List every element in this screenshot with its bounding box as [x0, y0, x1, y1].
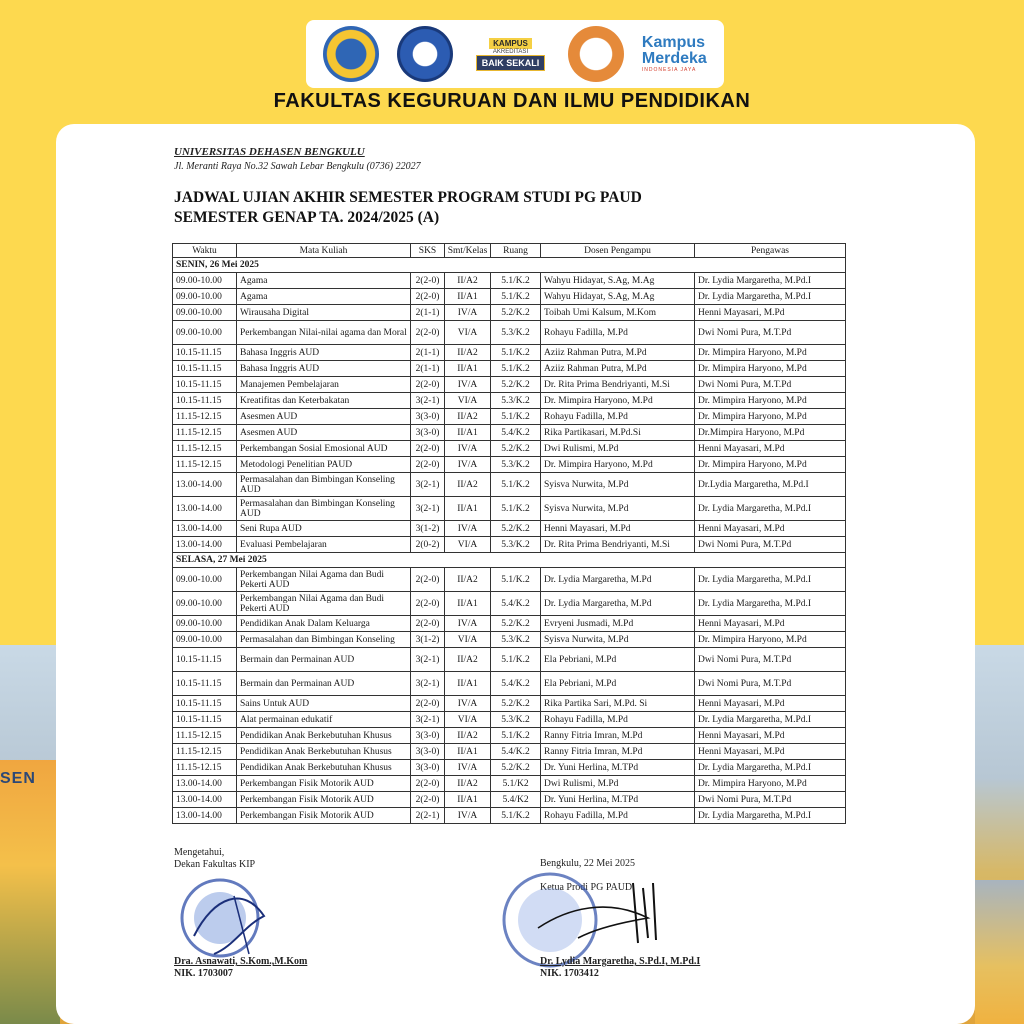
cell-smt: VI/A [445, 321, 491, 345]
cell-dosen: Ela Pebriani, M.Pd [541, 648, 695, 672]
column-header: SKS [411, 244, 445, 258]
faculty-seal-icon [397, 26, 453, 82]
cell-smt: II/A1 [445, 425, 491, 441]
cell-waktu: 10.15-11.15 [173, 393, 237, 409]
column-header: Ruang [491, 244, 541, 258]
cell-smt: II/A2 [445, 409, 491, 425]
cell-dosen: Ranny Fitria Imran, M.Pd [541, 728, 695, 744]
cell-sks: 3(3-0) [411, 760, 445, 776]
cell-smt: II/A2 [445, 776, 491, 792]
cell-smt: II/A2 [445, 273, 491, 289]
head-of-program-stamp-icon [498, 868, 688, 968]
cell-ruang: 5.2/K.2 [491, 760, 541, 776]
dean-name: Dra. Asnawati, S.Kom.,M.Kom [174, 956, 308, 967]
cell-ruang: 5.1/K.2 [491, 568, 541, 592]
cell-dosen: Aziiz Rahman Putra, M.Pd [541, 361, 695, 377]
cell-waktu: 13.00-14.00 [173, 497, 237, 521]
cell-waktu: 11.15-12.15 [173, 744, 237, 760]
cell-smt: II/A1 [445, 592, 491, 616]
cell-dosen: Dr. Yuni Herlina, M.TPd [541, 792, 695, 808]
cell-mk: Alat permainan edukatif [237, 712, 411, 728]
cell-dosen: Dwi Rulismi, M.Pd [541, 776, 695, 792]
cell-waktu: 11.15-12.15 [173, 760, 237, 776]
cell-dosen: Evryeni Jusmadi, M.Pd [541, 616, 695, 632]
cell-ruang: 5.2/K.2 [491, 305, 541, 321]
cell-smt: VI/A [445, 537, 491, 553]
signature-left-name [174, 956, 307, 980]
cell-dosen: Dwi Rulismi, M.Pd [541, 441, 695, 457]
cell-smt: IV/A [445, 305, 491, 321]
cell-smt: II/A1 [445, 497, 491, 521]
day-header-row [173, 553, 846, 568]
cell-dosen: Wahyu Hidayat, S.Ag, M.Ag [541, 289, 695, 305]
cell-pengawas: Dr. Mimpira Haryono, M.Pd [695, 345, 846, 361]
cell-sks: 2(2-0) [411, 377, 445, 393]
table-row [173, 776, 846, 792]
cell-ruang: 5.4/K.2 [491, 425, 541, 441]
cell-pengawas: Dwi Nomi Pura, M.T.Pd [695, 648, 846, 672]
cell-ruang: 5.3/K.2 [491, 537, 541, 553]
cell-pengawas: Dwi Nomi Pura, M.T.Pd [695, 792, 846, 808]
cell-pengawas: Dr. Mimpira Haryono, M.Pd [695, 632, 846, 648]
cell-waktu: 09.00-10.00 [173, 321, 237, 345]
cell-waktu: 09.00-10.00 [173, 289, 237, 305]
cell-sks: 3(2-1) [411, 712, 445, 728]
cell-dosen: Rika Partikasari, M.Pd.Si [541, 425, 695, 441]
cell-mk: Pendidikan Anak Berkebutuhan Khusus [237, 744, 411, 760]
cell-waktu: 10.15-11.15 [173, 712, 237, 728]
cell-sks: 2(2-0) [411, 321, 445, 345]
cell-ruang: 5.1/K.2 [491, 808, 541, 824]
cell-smt: IV/A [445, 808, 491, 824]
table-row [173, 808, 846, 824]
sign-left-line1: Mengetahui, [174, 847, 225, 858]
cell-pengawas: Henni Mayasari, M.Pd [695, 616, 846, 632]
cell-pengawas: Dr. Lydia Margaretha, M.Pd.I [695, 289, 846, 305]
cell-mk: Asesmen AUD [237, 409, 411, 425]
cell-sks: 3(2-1) [411, 497, 445, 521]
day-label: SELASA, 27 Mei 2025 [173, 553, 846, 568]
cell-pengawas: Dr.Lydia Margaretha, M.Pd.I [695, 473, 846, 497]
table-row [173, 457, 846, 473]
table-row [173, 744, 846, 760]
cell-waktu: 10.15-11.15 [173, 345, 237, 361]
cell-sks: 3(3-0) [411, 728, 445, 744]
cell-dosen: Ranny Fitria Imran, M.Pd [541, 744, 695, 760]
cell-ruang: 5.2/K.2 [491, 696, 541, 712]
table-row [173, 648, 846, 672]
cell-waktu: 11.15-12.15 [173, 728, 237, 744]
cell-sks: 3(3-0) [411, 409, 445, 425]
cell-smt: IV/A [445, 521, 491, 537]
cell-mk: Permasalahan dan Bimbingan Konseling AUD [237, 497, 411, 521]
cell-sks: 2(2-0) [411, 441, 445, 457]
cell-dosen: Rika Partika Sari, M.Pd. Si [541, 696, 695, 712]
cell-waktu: 11.15-12.15 [173, 441, 237, 457]
cell-waktu: 09.00-10.00 [173, 632, 237, 648]
cell-smt: II/A2 [445, 648, 491, 672]
cell-waktu: 13.00-14.00 [173, 792, 237, 808]
column-header: Dosen Pengampu [541, 244, 695, 258]
cell-dosen: Aziiz Rahman Putra, M.Pd [541, 345, 695, 361]
cell-pengawas: Dr. Lydia Margaretha, M.Pd.I [695, 808, 846, 824]
university-name: UNIVERSITAS DEHASEN BENGKULU [174, 146, 365, 158]
cell-ruang: 5.1/K.2 [491, 273, 541, 289]
cell-dosen: Henni Mayasari, M.Pd [541, 521, 695, 537]
cell-ruang: 5.4/K.2 [491, 744, 541, 760]
cell-sks: 3(2-1) [411, 393, 445, 409]
cell-pengawas: Dr. Mimpira Haryono, M.Pd [695, 409, 846, 425]
cell-pengawas: Dr. Mimpira Haryono, M.Pd [695, 776, 846, 792]
signature-left-heading [174, 847, 255, 871]
column-header: Mata Kuliah [237, 244, 411, 258]
cell-smt: IV/A [445, 457, 491, 473]
cell-waktu: 09.00-10.00 [173, 616, 237, 632]
cell-smt: II/A2 [445, 345, 491, 361]
cell-sks: 3(1-2) [411, 521, 445, 537]
cell-pengawas: Dwi Nomi Pura, M.T.Pd [695, 377, 846, 393]
cell-mk: Permasalahan dan Bimbingan Konseling AUD [237, 473, 411, 497]
cell-sks: 2(2-0) [411, 792, 445, 808]
cell-dosen: Dr. Lydia Margaretha, M.Pd [541, 568, 695, 592]
cell-mk: Perkembangan Fisik Motorik AUD [237, 808, 411, 824]
column-header: Pengawas [695, 244, 846, 258]
cell-dosen: Rohayu Fadilla, M.Pd [541, 409, 695, 425]
cell-ruang: 5.3/K.2 [491, 321, 541, 345]
cell-pengawas: Dr. Mimpira Haryono, M.Pd [695, 361, 846, 377]
cell-pengawas: Henni Mayasari, M.Pd [695, 521, 846, 537]
sign-left-line2: Dekan Fakultas KIP [174, 859, 256, 870]
cell-waktu: 13.00-14.00 [173, 537, 237, 553]
table-row [173, 696, 846, 712]
campus-building-right [975, 880, 1024, 1024]
cell-sks: 3(2-1) [411, 473, 445, 497]
cell-mk: Bahasa Inggris AUD [237, 361, 411, 377]
sign-right-date: Bengkulu, 22 Mei 2025 [540, 858, 635, 869]
cell-dosen: Dr. Yuni Herlina, M.TPd [541, 760, 695, 776]
cell-mk: Pendidikan Anak Berkebutuhan Khusus [237, 728, 411, 744]
table-row [173, 537, 846, 553]
accreditation-badge-icon [472, 30, 550, 78]
cell-waktu: 09.00-10.00 [173, 592, 237, 616]
cell-sks: 2(2-0) [411, 289, 445, 305]
accreditation-mid-text: AKREDITASI [492, 48, 529, 55]
table-row [173, 568, 846, 592]
cell-ruang: 5.3/K.2 [491, 632, 541, 648]
table-row [173, 672, 846, 696]
cell-pengawas: Dwi Nomi Pura, M.T.Pd [695, 537, 846, 553]
cell-pengawas: Henni Mayasari, M.Pd [695, 305, 846, 321]
cell-mk: Perkembangan Nilai Agama dan Budi Pekerti AUD [237, 568, 411, 592]
cell-mk: Bahasa Inggris AUD [237, 345, 411, 361]
cell-waktu: 09.00-10.00 [173, 568, 237, 592]
cell-ruang: 5.1/K.2 [491, 345, 541, 361]
cell-sks: 2(1-1) [411, 361, 445, 377]
day-label: SENIN, 26 Mei 2025 [173, 258, 846, 273]
cell-dosen: Dr. Rita Prima Bendriyanti, M.Si [541, 377, 695, 393]
cell-mk: Pendidikan Anak Dalam Keluarga [237, 616, 411, 632]
table-row [173, 361, 846, 377]
table-row [173, 760, 846, 776]
signature-right-name [540, 956, 700, 980]
cell-ruang: 5.2/K.2 [491, 377, 541, 393]
cell-pengawas: Henni Mayasari, M.Pd [695, 744, 846, 760]
cell-mk: Sains Untuk AUD [237, 696, 411, 712]
cell-pengawas: Dwi Nomi Pura, M.T.Pd [695, 672, 846, 696]
cell-dosen: Syisva Nurwita, M.Pd [541, 473, 695, 497]
cell-pengawas: Dr. Lydia Margaretha, M.Pd.I [695, 592, 846, 616]
cell-mk: Evaluasi Pembelajaran [237, 537, 411, 553]
cell-waktu: 11.15-12.15 [173, 425, 237, 441]
kampus-merdeka-line2: Merdeka [641, 50, 707, 67]
table-row [173, 273, 846, 289]
table-row [173, 521, 846, 537]
sign-right-role: Ketua Prodi PG PAUD [540, 882, 633, 893]
cell-smt: II/A2 [445, 728, 491, 744]
cell-sks: 3(1-2) [411, 632, 445, 648]
cell-waktu: 09.00-10.00 [173, 305, 237, 321]
accreditation-top-text: KAMPUS [489, 38, 532, 49]
cell-sks: 2(2-0) [411, 616, 445, 632]
cell-pengawas: Dr. Lydia Margaretha, M.Pd.I [695, 273, 846, 289]
table-row [173, 409, 846, 425]
document-title [174, 188, 642, 228]
cell-dosen: Dr. Mimpira Haryono, M.Pd [541, 457, 695, 473]
cell-smt: IV/A [445, 616, 491, 632]
document-card [56, 124, 975, 1024]
kampus-merdeka-logo [642, 35, 707, 73]
cell-dosen: Wahyu Hidayat, S.Ag, M.Ag [541, 273, 695, 289]
cell-ruang: 5.1/K.2 [491, 497, 541, 521]
cell-waktu: 13.00-14.00 [173, 521, 237, 537]
cell-sks: 2(2-1) [411, 808, 445, 824]
campus-sign-text: SEN [0, 770, 36, 787]
cell-mk: Permasalahan dan Bimbingan Konseling [237, 632, 411, 648]
cell-dosen: Dr. Rita Prima Bendriyanti, M.Si [541, 537, 695, 553]
faculty-title: FAKULTAS KEGURUAN DAN ILMU PENDIDIKAN [273, 90, 751, 112]
cell-pengawas: Dr.Mimpira Haryono, M.Pd [695, 425, 846, 441]
cell-ruang: 5.1/K.2 [491, 289, 541, 305]
table-row [173, 473, 846, 497]
cell-pengawas: Dr. Lydia Margaretha, M.Pd.I [695, 712, 846, 728]
cell-mk: Perkembangan Nilai Agama dan Budi Pekerti AUD [237, 592, 411, 616]
university-seal-icon [323, 26, 379, 82]
cell-smt: II/A1 [445, 744, 491, 760]
cell-pengawas: Dr. Mimpira Haryono, M.Pd [695, 457, 846, 473]
day-header-row [173, 258, 846, 273]
dean-nik: NIK. 1703007 [174, 968, 233, 979]
cell-dosen: Rohayu Fadilla, M.Pd [541, 321, 695, 345]
cell-sks: 2(2-0) [411, 776, 445, 792]
table-row [173, 425, 846, 441]
cell-smt: II/A2 [445, 568, 491, 592]
table-row [173, 321, 846, 345]
cell-ruang: 5.1/K.2 [491, 648, 541, 672]
cell-waktu: 10.15-11.15 [173, 648, 237, 672]
cell-sks: 2(2-0) [411, 592, 445, 616]
cell-smt: IV/A [445, 696, 491, 712]
kampus-merdeka-line1: Kampus [641, 34, 706, 51]
cell-smt: VI/A [445, 393, 491, 409]
exam-schedule-table [172, 243, 846, 824]
cell-mk: Perkembangan Fisik Motorik AUD [237, 776, 411, 792]
table-row [173, 497, 846, 521]
cell-mk: Metodologi Penelitian PAUD [237, 457, 411, 473]
cell-ruang: 5.2/K.2 [491, 441, 541, 457]
cell-ruang: 5.1/K.2 [491, 361, 541, 377]
campus-building-left [0, 760, 60, 1024]
cell-waktu: 10.15-11.15 [173, 696, 237, 712]
cell-ruang: 5.1/K2 [491, 776, 541, 792]
cell-mk: Pendidikan Anak Berkebutuhan Khusus [237, 760, 411, 776]
cell-smt: II/A1 [445, 792, 491, 808]
cell-dosen: Rohayu Fadilla, M.Pd [541, 808, 695, 824]
cell-ruang: 5.3/K.2 [491, 457, 541, 473]
cell-waktu: 10.15-11.15 [173, 672, 237, 696]
cell-ruang: 5.3/K.2 [491, 712, 541, 728]
cell-sks: 2(1-1) [411, 345, 445, 361]
accreditation-bottom-text: BAIK SEKALI [476, 55, 546, 71]
cell-pengawas: Henni Mayasari, M.Pd [695, 696, 846, 712]
cell-mk: Perkembangan Fisik Motorik AUD [237, 792, 411, 808]
cell-smt: IV/A [445, 377, 491, 393]
university-address: Jl. Meranti Raya No.32 Sawah Lebar Bengkulu (0736) 22027 [174, 161, 421, 172]
cell-pengawas: Dr. Lydia Margaretha, M.Pd.I [695, 568, 846, 592]
table-row [173, 377, 846, 393]
cell-ruang: 5.3/K.2 [491, 393, 541, 409]
cell-mk: Bermain dan Permainan AUD [237, 648, 411, 672]
head-nik: NIK. 1703412 [540, 968, 599, 979]
table-header-row [173, 244, 846, 258]
table-row [173, 712, 846, 728]
cell-sks: 3(2-1) [411, 648, 445, 672]
table-row [173, 345, 846, 361]
cell-mk: Bermain dan Permainan AUD [237, 672, 411, 696]
table-row [173, 728, 846, 744]
cell-mk: Perkembangan Nilai-nilai agama dan Moral [237, 321, 411, 345]
cell-waktu: 09.00-10.00 [173, 273, 237, 289]
cell-smt: II/A1 [445, 672, 491, 696]
table-row [173, 305, 846, 321]
cell-sks: 2(2-0) [411, 273, 445, 289]
table-row [173, 632, 846, 648]
cell-pengawas: Henni Mayasari, M.Pd [695, 441, 846, 457]
cell-waktu: 13.00-14.00 [173, 808, 237, 824]
cell-sks: 2(1-1) [411, 305, 445, 321]
column-header: Waktu [173, 244, 237, 258]
cell-sks: 2(2-0) [411, 696, 445, 712]
cell-ruang: 5.2/K.2 [491, 616, 541, 632]
cell-ruang: 5.4/K.2 [491, 592, 541, 616]
cell-pengawas: Dr. Mimpira Haryono, M.Pd [695, 393, 846, 409]
cell-smt: II/A1 [445, 289, 491, 305]
cell-ruang: 5.1/K.2 [491, 409, 541, 425]
table-row [173, 616, 846, 632]
table-row [173, 441, 846, 457]
cell-pengawas: Dwi Nomi Pura, M.T.Pd [695, 321, 846, 345]
cell-dosen: Syisva Nurwita, M.Pd [541, 497, 695, 521]
cell-ruang: 5.4/K.2 [491, 672, 541, 696]
kampus-merdeka-line3: INDONESIA JAYA [641, 67, 697, 73]
cell-smt: VI/A [445, 712, 491, 728]
table-row [173, 393, 846, 409]
cell-mk: Wirausaha Digital [237, 305, 411, 321]
cell-mk: Manajemen Pembelajaran [237, 377, 411, 393]
cell-ruang: 5.1/K.2 [491, 473, 541, 497]
cell-ruang: 5.4/K2 [491, 792, 541, 808]
cell-ruang: 5.2/K.2 [491, 521, 541, 537]
table-row [173, 289, 846, 305]
title-line-2: SEMESTER GENAP TA. 2024/2025 (A) [174, 209, 440, 226]
schedule-body [173, 258, 846, 824]
cell-mk: Kreatifitas dan Keterbakatan [237, 393, 411, 409]
cell-mk: Seni Rupa AUD [237, 521, 411, 537]
cell-sks: 3(2-1) [411, 672, 445, 696]
cell-pengawas: Henni Mayasari, M.Pd [695, 728, 846, 744]
table-row [173, 792, 846, 808]
cell-sks: 2(0-2) [411, 537, 445, 553]
cell-mk: Perkembangan Sosial Emosional AUD [237, 441, 411, 457]
cell-dosen: Ela Pebriani, M.Pd [541, 672, 695, 696]
cell-smt: VI/A [445, 632, 491, 648]
logo-bar [306, 20, 724, 88]
column-header: Smt/Kelas [445, 244, 491, 258]
cell-pengawas: Dr. Lydia Margaretha, M.Pd.I [695, 497, 846, 521]
dean-stamp-icon [174, 876, 274, 966]
cell-waktu: 11.15-12.15 [173, 409, 237, 425]
cell-smt: II/A2 [445, 473, 491, 497]
cell-sks: 3(3-0) [411, 425, 445, 441]
cell-smt: IV/A [445, 760, 491, 776]
cell-smt: II/A1 [445, 361, 491, 377]
cell-pengawas: Dr. Lydia Margaretha, M.Pd.I [695, 760, 846, 776]
cell-sks: 3(3-0) [411, 744, 445, 760]
cell-dosen: Toibah Umi Kalsum, M.Kom [541, 305, 695, 321]
cell-ruang: 5.1/K.2 [491, 728, 541, 744]
cell-mk: Agama [237, 289, 411, 305]
head-name: Dr. Lydia Margaretha, S.Pd.I, M.Pd.I [540, 956, 701, 967]
cell-smt: IV/A [445, 441, 491, 457]
ranking-badge-icon [568, 26, 624, 82]
cell-dosen: Dr. Mimpira Haryono, M.Pd [541, 393, 695, 409]
cell-waktu: 13.00-14.00 [173, 473, 237, 497]
cell-mk: Agama [237, 273, 411, 289]
title-line-1: JADWAL UJIAN AKHIR SEMESTER PROGRAM STUDI PG PAUD [174, 189, 642, 206]
cell-sks: 2(2-0) [411, 457, 445, 473]
cell-waktu: 11.15-12.15 [173, 457, 237, 473]
cell-waktu: 13.00-14.00 [173, 776, 237, 792]
cell-mk: Asesmen AUD [237, 425, 411, 441]
cell-sks: 2(2-0) [411, 568, 445, 592]
cell-dosen: Rohayu Fadilla, M.Pd [541, 712, 695, 728]
table-row [173, 592, 846, 616]
cell-dosen: Syisva Nurwita, M.Pd [541, 632, 695, 648]
cell-waktu: 10.15-11.15 [173, 361, 237, 377]
cell-dosen: Dr. Lydia Margaretha, M.Pd [541, 592, 695, 616]
cell-waktu: 10.15-11.15 [173, 377, 237, 393]
